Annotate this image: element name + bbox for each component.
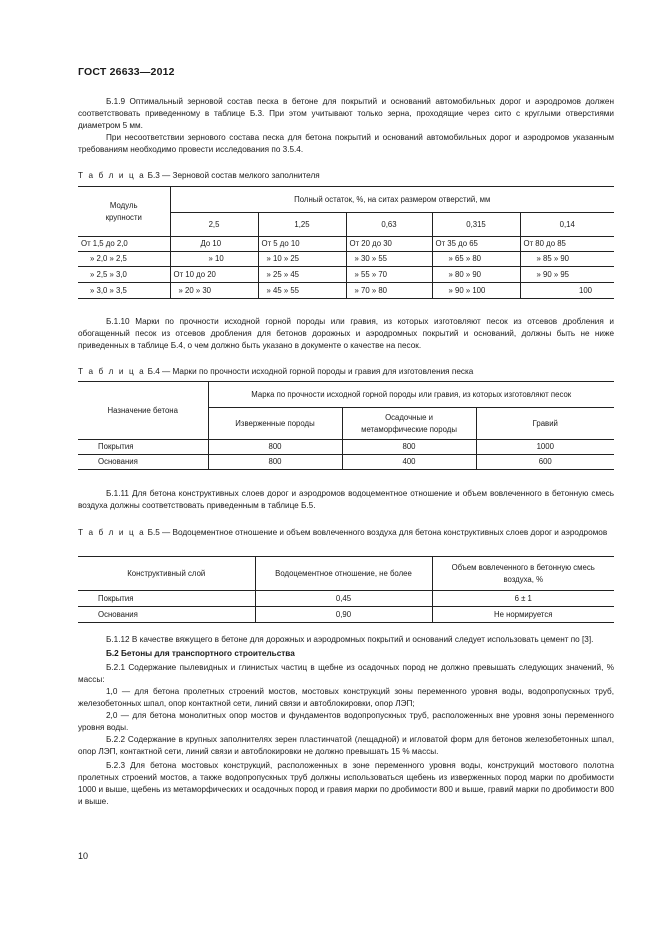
paragraph-b1-12: Б.1.12 В качестве вяжущего в бетоне для дорожных и аэродромных покрытий и оснований следует использовать цемент по [3]. — [106, 635, 594, 644]
table-row: Основания 0,90 Не нормируется — [78, 607, 614, 623]
table-b4-caption: Т а б л и ц а Б.4 — Марки по прочности исходной горной породы и гравия для изготовления песка — [78, 367, 474, 376]
paragraph-b2-1-item2: 2,0 — для бетона монолитных опор мостов и фундаментов водопропускных труб, расположенных вне уровня зоны переменного уровня воды. — [78, 711, 614, 732]
table-b3-header-cell: 0,315 — [432, 213, 520, 237]
table-b3-header-cell: 0,63 — [346, 213, 432, 237]
table-b3-header-modulus: Модуль крупности — [78, 187, 170, 237]
table-b3-header-cell: 2,5 — [170, 213, 258, 237]
table-b3-caption: Т а б л и ц а Б.3 — Зерновой состав мелкого заполнителя — [78, 171, 320, 180]
paragraph-b1-10: Б.1.10 Марки по прочности исходной горной породы или гравия, из которых изготовляют песок из отсевов дробления и обогащенный песок из отсевов дробления для бетонов дорожных и аэродромных покрытий и оснований, должны быть не ниже приведенных в таблице Б.4, о чем должно быть указано в документе о качестве на песок. — [78, 317, 614, 350]
table-b4-header-cell: Изверженные породы — [208, 408, 342, 440]
table-b3-header-cell: 1,25 — [258, 213, 346, 237]
table-row: Покрытия 800 800 1000 — [78, 440, 614, 455]
table-b4-header-purpose: Назначение бетона — [78, 382, 208, 440]
paragraph-b2-3: Б.2.3 Для бетона мостовых конструкций, расположенных в зоне переменного уровня воды, конструкций мостового полотна пролетных строений мостов, а также водопропускных труб должны использоваться щебень из изверженных пород марки по дробимости 1000 и выше, щебень из метаморфических и осадочных пород и гравия марки по дробимости 800 и выше, гравий марки по дробимости 800 и выше. — [78, 761, 614, 806]
table-b5-header-cell: Водоцементное отношение, не более — [255, 557, 432, 591]
table-row: » 2,5 » 3,0 От 10 до 20 » 25 » 45 » 55 » 70 » 80 » 90 » 90 » 95 — [78, 267, 614, 283]
table-row: » 2,0 » 2,5 » 10 » 10 » 25 » 30 » 55 » 65 » 80 » 85 » 90 — [78, 252, 614, 267]
table-b4-header-group: Марка по прочности исходной горной породы или гравия, из которых изготовляют песок — [208, 382, 614, 408]
paragraph-b1-9: Б.1.9 Оптимальный зерновой состав песка в бетоне для покрытий и оснований автомобильных дорог и аэродромов должен соответствовать приведенному в таблице Б.3. При этом учитывают только зерна, проходящие через сито с круглыми отверстиями диаметром 5 мм. — [78, 97, 614, 130]
table-b5-caption: Т а б л и ц а Б.5 — Водоцементное отношение и объем вовлеченного воздуха для бетона конструктивных слоев дорог и аэродромов — [78, 528, 608, 537]
document-header: ГОСТ 26633—2012 — [78, 66, 175, 78]
table-b4-header-cell: Гравий — [476, 408, 614, 440]
table-b3-header-cell: 0,14 — [520, 213, 614, 237]
table-b5-header-cell: Объем вовлеченного в бетонную смесь воздуха, % — [432, 557, 614, 591]
paragraph-b2-1-item1: 1,0 — для бетона пролетных строений мостов, мостовых конструкций зоны переменного уровня воды, водопропускных труб, железобетонных шпал, опор контактной сети, линий связи и автоблокировки, опор ЛЭП; — [78, 687, 614, 708]
table-row: Основания 800 400 600 — [78, 455, 614, 470]
table-b3-header-group: Полный остаток, %, на ситах размером отверстий, мм — [170, 187, 614, 213]
table-b4 — [78, 381, 614, 470]
paragraph-b2-1: Б.2.1 Содержание пылевидных и глинистых частиц в щебне из осадочных пород не должно превышать следующих значений, % массы: — [78, 663, 614, 684]
table-row: От 1,5 до 2,0 До 10 От 5 до 10 От 20 до 30 От 35 до 65 От 80 до 85 — [78, 237, 614, 252]
page-number: 10 — [78, 851, 89, 861]
paragraph-b1-11: Б.1.11 Для бетона конструктивных слоев дорог и аэродромов водоцементное отношение и объем вовлеченного в бетонную смесь воздуха должны соответствовать приведенным в таблице Б.5. — [78, 489, 614, 510]
paragraph-b1-9-cont: При несоответствии зернового состава песка для бетона покрытий и оснований автомобильных дорог и аэродромов указанным требованиям необходимо провести исследования по 3.5.4. — [78, 133, 614, 154]
table-b5 — [78, 556, 614, 623]
table-b5-header-cell: Конструктивный слой — [78, 557, 255, 591]
table-row: » 3,0 » 3,5 » 20 » 30 » 45 » 55 » 70 » 80 » 90 » 100 100 — [78, 283, 614, 299]
paragraph-b2-2: Б.2.2 Содержание в крупных заполнителях зерен пластинчатой (лещадной) и игловатой форм для бетонов железобетонных шпал, опор ЛЭП, контактной сети, линий связи и автоблокировки не должно превышать 15 % массы. — [78, 735, 614, 756]
table-b3 — [78, 186, 614, 299]
table-row: Покрытия 0,45 6 ± 1 — [78, 591, 614, 607]
section-title-b2: Б.2 Бетоны для транспортного строительства — [106, 649, 295, 658]
table-b4-header-cell: Осадочные и метаморфические породы — [342, 408, 476, 440]
